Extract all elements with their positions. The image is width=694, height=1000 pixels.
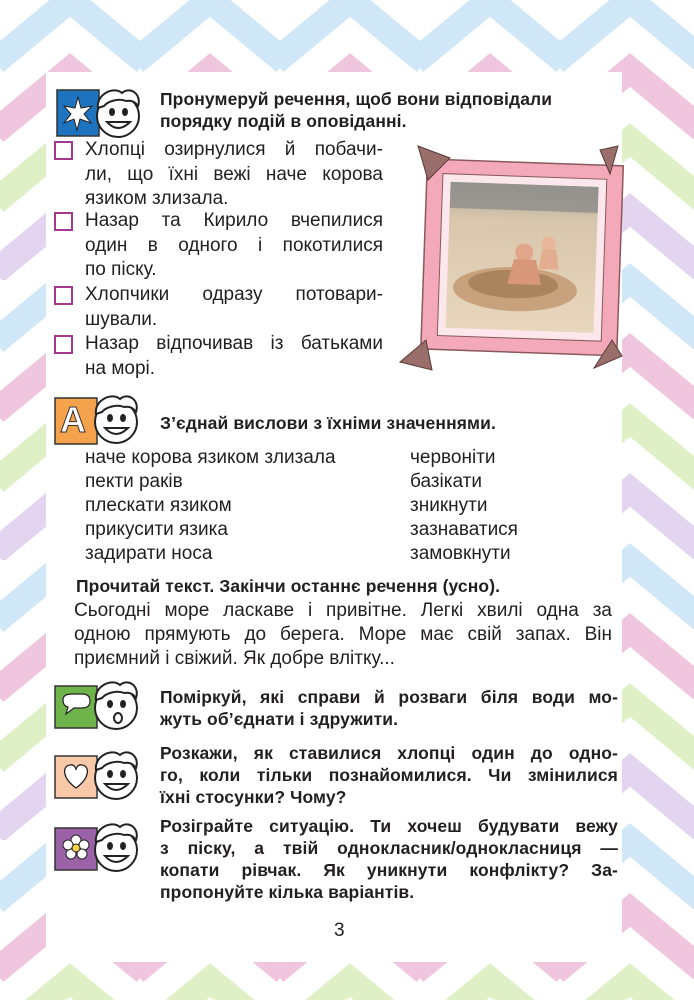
sentence-4: Назар відпочивав із батьками на морі. [85, 333, 383, 379]
reading-text: Сьогодні море ласкаве і привітне. Легкі хвилі одна за одною прямують до берега. Море має свій запах. Він приємний і свіжий. Як добре влітку... [74, 600, 612, 669]
phrase-1[interactable]: наче корова язиком злизала [85, 447, 336, 468]
task-title-numbering: Пронумеруй речення, щоб вони відповідали порядку подій в оповіданні. [160, 89, 553, 131]
number-checkbox-1[interactable] [54, 141, 73, 160]
badge-letter: А [60, 399, 86, 440]
task-text-tell: Розкажи, як ставилися хлопці один до одно- го, коли тільки познайомилися. Чи змінилися їхні стосунки? Чому? [160, 743, 618, 807]
number-checkbox-4[interactable] [54, 335, 73, 354]
sentence-3: Хлопчики одразу потовари- шували. [85, 284, 383, 330]
phrase-3[interactable]: плескати язиком [85, 495, 232, 516]
task-icon-speech [54, 676, 154, 738]
task-title-reading: Прочитай текст. Закінчи останнє речення (усно). [76, 576, 501, 596]
page-number: 3 [334, 920, 345, 941]
meaning-5[interactable]: замовкнути [410, 543, 511, 564]
task-icon-flower [54, 818, 154, 880]
meaning-4[interactable]: зазнаватися [410, 519, 518, 540]
phrase-2[interactable]: пекти раків [85, 471, 183, 492]
meaning-2[interactable]: базікати [410, 471, 482, 492]
content-page [46, 72, 622, 962]
meaning-3[interactable]: зникнути [410, 495, 488, 516]
photo-frame [396, 144, 626, 374]
task-text-think: Поміркуй, які справи й розваги біля води мо- жуть об’єднати і здружити. [160, 687, 618, 729]
task-icon-letter-a [54, 390, 154, 452]
sentence-2: Назар та Кирило вчепилися один в одного і покотилися по піску. [85, 210, 383, 280]
meaning-1[interactable]: червоніти [410, 447, 496, 468]
task-title-matching: З’єднай вислови з їхніми значеннями. [160, 413, 496, 433]
sentence-1: Хлопці озирнулися й побачи- ли, що їхні вежі наче корова язиком злизала. [85, 139, 383, 209]
number-checkbox-3[interactable] [54, 286, 73, 305]
phrase-4[interactable]: прикусити язика [85, 519, 228, 540]
beach-photo [446, 182, 599, 333]
phrase-5[interactable]: задирати носа [85, 543, 213, 564]
task-icon-heart [54, 746, 154, 808]
task-text-roleplay: Розіграйте ситуацію. Ти хочеш будувати вежу з піску, а твій однокласник/однокласниця — копати рівчак. Як уникнути конфлікту? За- пропонуйте кілька варіантів. [160, 816, 618, 902]
number-checkbox-2[interactable] [54, 212, 73, 231]
task-icon-star [56, 84, 156, 144]
